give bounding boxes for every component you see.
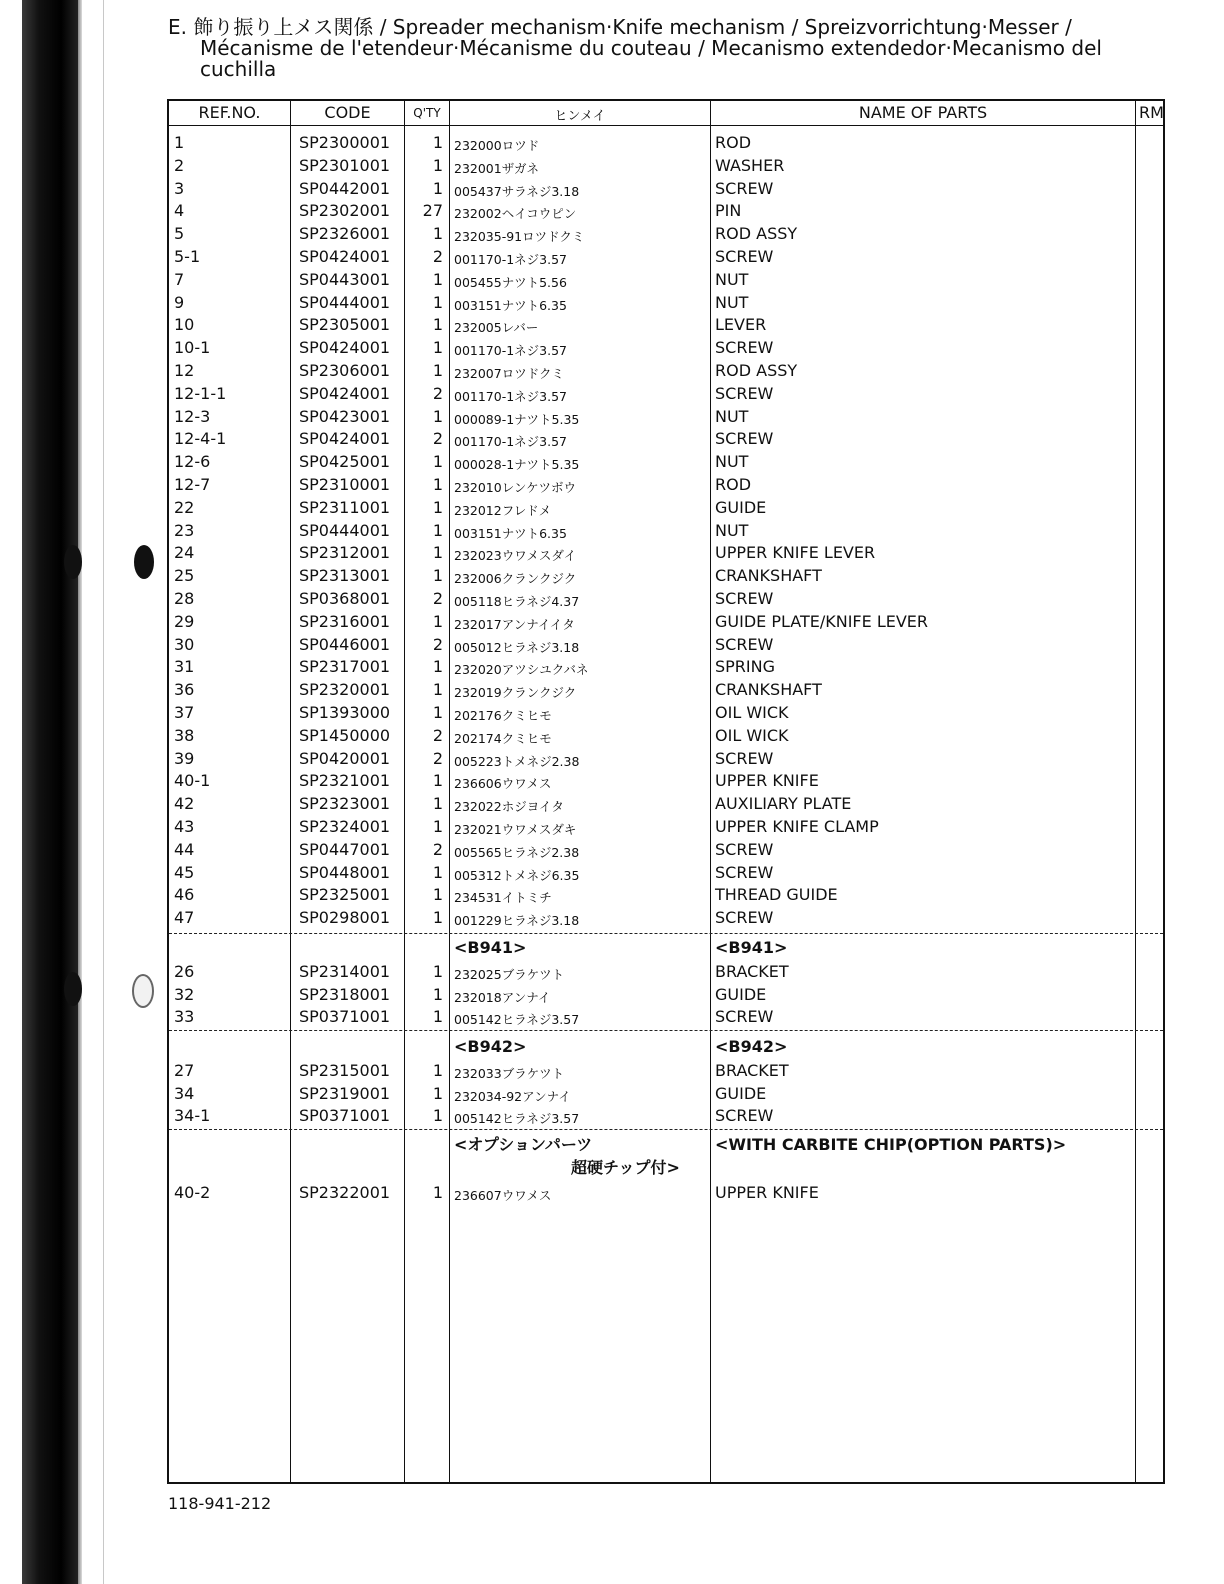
cell-ref: 12 [174,361,195,380]
cell-kana: 232017アンナイイタ [454,616,575,632]
cell-ref: 30 [174,634,195,654]
col-header-rm: RM [1139,103,1164,122]
cell-name: SCREW [715,1007,774,1026]
title-line-1: E. 飾り振り上メス関係 / Spreader mechanism·Knife mechanism / Spreizvorrichtung·Messer / [168,15,1072,39]
cell-kana: 232006クランクジク [454,571,577,587]
col-header-name: NAME OF PARTS [858,103,988,122]
cell-qty: 1 [432,1007,443,1026]
cell-code: SP2318001 [299,984,391,1004]
cell-qty: 2 [432,634,443,654]
cell-kana: 001170-1ネジ3.57 [454,434,568,450]
cell-code: SP2319001 [299,1083,391,1103]
cell-name: GUIDE [715,1083,767,1103]
cell-ref: 12-1-1 [174,383,227,403]
cell-kana: 232007ロツドクミ [454,366,564,381]
cell-ref: 4 [174,201,185,221]
cell-ref: 45 [174,862,195,882]
cell-kana: 232035-91ロツドクミ [454,229,585,245]
cell-qty: 2 [432,247,443,266]
cell-name: CRANKSHAFT [715,566,822,586]
cell-ref: 10-1 [174,338,211,358]
cell-ref: 40-2 [174,1183,211,1202]
cell-name: SCREW [715,178,774,198]
cell-ref: 3 [174,178,185,198]
cell-code: SP2300001 [299,133,391,152]
group-divider [169,933,1163,934]
cell-kana: 000089-1ナツト5.35 [454,411,580,427]
cell-qty: 1 [432,703,443,722]
cell-qty: 1 [432,133,443,152]
cell-qty: 1 [432,338,443,358]
cell-kana: 202174クミヒモ [454,730,552,746]
cell-kana: 000028-1ナツト5.35 [454,457,580,473]
cell-name: UPPER KNIFE LEVER [715,543,876,563]
page-title [168,17,1158,80]
group-header-kana: <B941> [454,938,527,957]
cell-code: SP2305001 [299,315,391,335]
cell-name: BRACKET [715,1061,789,1080]
cell-code: SP2301001 [299,155,391,175]
cell-code: SP2321001 [299,771,391,791]
cell-kana: 005012ヒラネジ3.18 [454,639,580,655]
cell-ref: 9 [174,292,185,312]
cell-code: SP2306001 [299,361,391,380]
cell-ref: 38 [174,725,195,745]
col-header-kana: ヒンメイ [554,109,606,124]
cell-name: UPPER KNIFE [715,771,819,791]
column-divider [290,101,291,1482]
cell-name: BRACKET [715,962,789,981]
cell-ref: 7 [174,269,185,289]
cell-name: SCREW [715,589,774,608]
cell-qty: 1 [432,984,443,1004]
cell-kana: 234531イトミチ [454,890,552,906]
cell-code: SP1450000 [299,725,391,745]
cell-code: SP0420001 [299,748,391,768]
cell-name: LEVER [715,315,767,335]
cell-code: SP2315001 [299,1061,391,1080]
cell-code: SP0444001 [299,292,391,312]
cell-code: SP2326001 [299,224,391,244]
cell-name: SCREW [715,1106,774,1125]
cell-kana: 005565ヒラネジ2.38 [454,844,580,860]
cell-kana: 005118ヒラネジ4.37 [454,594,580,609]
cell-qty: 1 [432,657,443,677]
cell-name: GUIDE PLATE/KNIFE LEVER [715,611,929,631]
cell-qty: 1 [432,885,443,905]
cell-kana: 232022ホジヨイタ [454,799,564,815]
title-line-2: Mécanisme de l'etendeur·Mécanisme du couteau / Mecanismo extendedor·Mecanismo del [200,36,1102,60]
cell-name: THREAD GUIDE [715,885,838,905]
cell-ref: 36 [174,680,195,700]
cell-kana: 236606ウワメス [454,776,552,792]
cell-qty: 1 [432,406,443,426]
cell-name: NUT [715,452,749,472]
cell-name: PIN [715,201,742,221]
cell-qty: 2 [432,725,443,745]
punch-hole [64,545,82,579]
cell-name: SCREW [715,429,774,449]
cell-qty: 2 [432,383,443,403]
cell-ref: 37 [174,703,195,722]
col-header-ref: REF.NO. [198,103,261,122]
group-header-kana: <B942> [454,1037,527,1056]
cell-name: WASHER [715,155,785,175]
cell-qty: 1 [432,862,443,882]
cell-code: SP2314001 [299,962,391,981]
cell-name: NUT [715,269,749,289]
cell-kana: 232033ブラケツト [454,1066,565,1081]
cell-code: SP2317001 [299,657,391,677]
cell-ref: 47 [174,908,195,928]
cell-code: SP0424001 [299,247,391,266]
cell-kana: 232000ロツド [454,138,540,153]
cell-ref: 10 [174,315,195,335]
cell-qty: 1 [432,962,443,981]
cell-name: GUIDE [715,497,767,517]
cell-kana: 232010レンケツボウ [454,480,577,495]
column-divider [449,101,450,1482]
cell-kana: 202176クミヒモ [454,708,552,723]
cell-ref: 33 [174,1007,195,1026]
cell-ref: 1 [174,133,185,152]
cell-ref: 46 [174,885,195,905]
cell-qty: 1 [432,1183,443,1202]
group-header-name: <B942> [715,1037,788,1056]
cell-code: SP0447001 [299,839,391,859]
cell-qty: 1 [432,452,443,472]
cell-kana: 232034-92アンナイ [454,1088,571,1104]
document-number: 118-941-212 [168,1494,272,1513]
header-separator [169,125,1163,126]
cell-code: SP2320001 [299,680,391,700]
cell-kana: 001170-1ネジ3.57 [454,252,568,267]
cell-code: SP2313001 [299,566,391,586]
cell-kana: 005437サラネジ3.18 [454,183,580,199]
cell-ref: 44 [174,839,195,859]
cell-kana: 236607ウワメス [454,1188,552,1203]
cell-name: ROD ASSY [715,224,798,244]
cell-code: SP0298001 [299,908,391,928]
parts-table [167,99,1165,1484]
cell-code: SP0371001 [299,1106,391,1125]
cell-name: SCREW [715,247,774,266]
cell-code: SP0446001 [299,634,391,654]
cell-code: SP2302001 [299,201,391,221]
cell-qty: 2 [432,748,443,768]
cell-qty: 1 [432,520,443,540]
cell-kana: 232023ウワメスダイ [454,548,577,564]
cell-name: AUXILIARY PLATE [715,794,852,814]
cell-name: NUT [715,292,749,312]
group-divider [169,1129,1163,1130]
cell-qty: 1 [432,908,443,928]
punch-hole [132,974,154,1008]
cell-ref: 27 [174,1061,195,1080]
cell-ref: 34-1 [174,1106,211,1125]
group-header-name: <B941> [715,938,788,957]
cell-kana: 005142ヒラネジ3.57 [454,1012,580,1027]
cell-code: SP0423001 [299,406,391,426]
cell-kana: 003151ナツト6.35 [454,525,567,541]
cell-ref: 40-1 [174,771,211,791]
cell-qty: 1 [432,292,443,312]
cell-name: SPRING [715,657,776,677]
cell-ref: 28 [174,589,195,608]
cell-ref: 43 [174,817,195,836]
cell-qty: 1 [432,771,443,791]
cell-qty: 2 [432,589,443,608]
cell-qty: 1 [432,315,443,335]
cell-ref: 12-3 [174,406,211,426]
cell-kana: 005223トメネジ2.38 [454,753,580,769]
cell-name: SCREW [715,634,774,654]
cell-name: SCREW [715,383,774,403]
cell-name: GUIDE [715,984,767,1004]
cell-ref: 42 [174,794,195,814]
cell-name: ROD ASSY [715,361,798,380]
cell-ref: 12-4-1 [174,429,227,449]
cell-kana: 005455ナツト5.56 [454,274,567,290]
cell-qty: 1 [432,224,443,244]
cell-name: ROD [715,133,752,152]
cell-qty: 2 [432,429,443,449]
cell-kana: 232019クランクジク [454,685,577,701]
cell-qty: 1 [432,817,443,836]
cell-code: SP0425001 [299,452,391,472]
group-header-kana: <オプションパーツ [454,1135,593,1154]
cell-kana: 232025ブラケツト [454,967,565,982]
cell-ref: 5 [174,224,185,244]
cell-code: SP2310001 [299,475,391,494]
cell-kana: 003151ナツト6.35 [454,297,567,313]
cell-code: SP2322001 [299,1183,391,1202]
cell-name: NUT [715,520,749,540]
cell-name: NUT [715,406,749,426]
cell-qty: 1 [432,1106,443,1125]
cell-name: SCREW [715,839,774,859]
cell-code: SP2325001 [299,885,391,905]
cell-qty: 1 [432,1083,443,1103]
cell-kana: 001170-1ネジ3.57 [454,343,568,359]
cell-qty: 1 [432,611,443,631]
cell-ref: 26 [174,962,195,981]
group-divider [169,1030,1163,1031]
cell-name: ROD [715,475,752,494]
cell-kana: 232012フレドメ [454,502,552,518]
binding-edge [78,0,82,1584]
cell-code: SP0444001 [299,520,391,540]
column-divider [710,101,711,1482]
cell-kana: 005312トメネジ6.35 [454,867,580,883]
cell-kana: 232018アンナイ [454,989,551,1005]
title-line-3: cuchilla [200,57,277,81]
cell-code: SP0442001 [299,178,391,198]
cell-qty: 1 [432,566,443,586]
cell-ref: 24 [174,543,195,563]
cell-ref: 5-1 [174,247,201,266]
column-divider [404,101,405,1482]
cell-qty: 2 [432,839,443,859]
cell-ref: 2 [174,155,185,175]
cell-ref: 12-7 [174,475,211,494]
cell-ref: 32 [174,984,195,1004]
cell-ref: 12-6 [174,452,211,472]
group-header-name: <WITH CARBITE CHIP(OPTION PARTS)> [715,1135,1067,1154]
cell-kana: 232005レバー [454,320,539,336]
cell-kana: 001170-1ネジ3.57 [454,388,568,404]
cell-qty: 1 [432,475,443,494]
cell-code: SP0368001 [299,589,391,608]
cell-code: SP2324001 [299,817,391,836]
cell-name: OIL WICK [715,703,789,722]
cell-qty: 1 [432,1061,443,1080]
binding-strip [22,0,78,1584]
cell-name: SCREW [715,862,774,882]
punch-hole [64,972,82,1006]
cell-code: SP2323001 [299,794,391,814]
cell-qty: 1 [432,680,443,700]
cell-name: SCREW [715,748,774,768]
cell-qty: 1 [432,155,443,175]
cell-kana: 232020アツシユクバネ [454,662,589,678]
cell-code: SP0424001 [299,429,391,449]
cell-code: SP2311001 [299,497,391,517]
gutter-line [103,0,104,1584]
cell-qty: 1 [432,269,443,289]
cell-ref: 29 [174,611,195,631]
cell-kana: 005142ヒラネジ3.57 [454,1111,580,1126]
cell-kana: 001229ヒラネジ3.18 [454,913,580,929]
column-divider [1135,101,1136,1482]
cell-qty: 1 [432,361,443,380]
cell-ref: 31 [174,657,195,677]
cell-name: UPPER KNIFE CLAMP [715,817,879,836]
cell-kana: 232001ザガネ [454,160,539,176]
cell-code: SP0424001 [299,338,391,358]
cell-qty: 1 [432,794,443,814]
cell-name: SCREW [715,338,774,358]
cell-name: UPPER KNIFE [715,1183,819,1202]
cell-qty: 1 [432,543,443,563]
cell-code: SP2312001 [299,543,391,563]
col-header-code: CODE [324,103,371,122]
cell-ref: 25 [174,566,195,586]
cell-ref: 22 [174,497,195,517]
cell-name: OIL WICK [715,725,789,745]
cell-code: SP1393000 [299,703,391,722]
cell-ref: 39 [174,748,195,768]
cell-ref: 34 [174,1083,195,1103]
cell-code: SP0448001 [299,862,391,882]
cell-code: SP0424001 [299,383,391,403]
cell-ref: 23 [174,520,195,540]
cell-qty: 1 [432,178,443,198]
cell-name: CRANKSHAFT [715,680,822,700]
cell-code: SP0371001 [299,1007,391,1026]
cell-kana: 232021ウワメスダキ [454,822,577,837]
punch-hole [134,545,154,579]
cell-code: SP0443001 [299,269,391,289]
col-header-qty: Q'TY [413,106,441,120]
cell-code: SP2316001 [299,611,391,631]
cell-qty: 27 [422,201,443,221]
group-header-kana-2: 超硬チップ付> [571,1158,680,1177]
cell-kana: 232002ヘイコウピン [454,206,577,222]
cell-name: SCREW [715,908,774,928]
cell-qty: 1 [432,497,443,517]
